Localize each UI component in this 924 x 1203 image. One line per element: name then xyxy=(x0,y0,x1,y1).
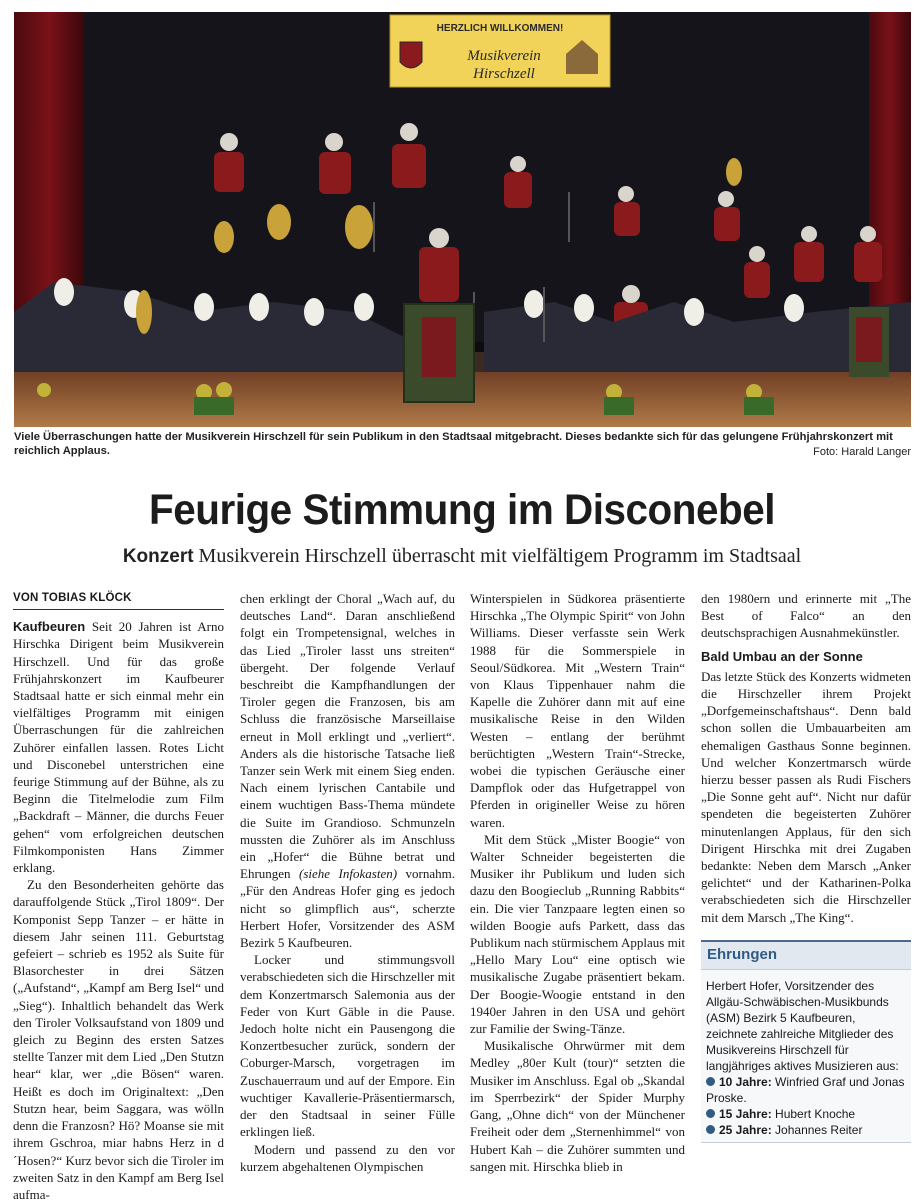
bullet-icon xyxy=(706,1109,715,1118)
dateline: Kaufbeuren xyxy=(13,619,86,635)
honor-item: 10 Jahre: Winfried Graf und Jonas Proske. xyxy=(706,1075,905,1106)
section-subhead: Bald Umbau an der Sonne xyxy=(701,648,863,664)
infobox-intro: Herbert Hofer, Vorsitzender des Allgäu-Schwäbischen-Musikbunds (ASM) Bezirk 5 Kaufbeuren, zeichnete zahlreiche Mitglieder des Musikvereins Hirschzell für langjähriges aktives Musizieren aus: xyxy=(706,979,899,1074)
banner-line3: Hirschzell xyxy=(473,66,535,82)
subline xyxy=(0,545,924,568)
concert-photo xyxy=(14,12,911,427)
infobox-reference: (siehe Infokasten) xyxy=(299,866,398,882)
byline: VON TOBIAS KLÖCK xyxy=(13,590,224,610)
paragraph: Das letzte Stück des Konzerts widmeten die Hirschzeller ihrem Projekt „Dorfgemeinschaftshaus“. Denn bald schon sollen die Umbauarbeiten am ehemaligen Gasthaus Sonne beginnen. Und welcher Konzertmarsch würde hierzu besser passen als Rudi Fischers „Die Sonne geht auf“. Nicht nur dafür spendeten die begeisterten Zuhörer minutenlangen Applaus, für den sich Dirigent Hirschka mit drei Zugaben bedankte: Neben dem Marsch „Anker gelichtet“ und der Katharinen-Polka verabschiedeten sich die Hirschzeller mit dem Marsch „The King“. xyxy=(701,668,911,925)
paragraph: Locker und stimmungsvoll verabschiedeten sich die Hirschzeller mit dem Konzertmarsch Salemonia aus der Feder von Kurt Gäble in die Pause. Jedoch holte nicht ein Pausengong die Konzertbesucher zurück, sondern der Coburger-Marsch, vorgetragen im Zuschauerraum und auf der Empore. Ein wuchtiger Kavallerie-Präsentiermarsch, der den Stadtsaal in seiner Fülle erklingen ließ. xyxy=(240,952,455,1140)
column-3 xyxy=(470,590,685,1175)
banner-line2: Musikverein xyxy=(467,48,541,64)
paragraph: Mit dem Stück „Mister Boogie“ von Walter Schneider begeisterten die Musiker ihr Publikum und luden sich dazu den Boogieclub „Running Rabbits“ ein. Die vier Tanzpaare legten einen so wilden Boogie aufs Parkett, dass das Publikum nach stürmischem Applaus mit „Hello Mary Lou“ eine optisch wie musikalische Zugabe präsentiert bekam. Der Boogie-Woogie entstand in den 1940er Jahren in den USA und gehört zur Familie der Swing-Tänze. xyxy=(470,831,685,1037)
bullet-icon xyxy=(706,1077,715,1086)
crest-icon xyxy=(400,42,422,68)
column-4 xyxy=(701,590,911,1143)
subline-text: Musikverein Hirschzell überrascht mit vielfältigem Programm im Stadtsaal xyxy=(198,545,802,567)
infobox-body xyxy=(701,970,911,1143)
paragraph: chen erklingt der Choral „Wach auf, du deutsches Land“. Daran anschließend folgt ein Trompetensignal, welches in das Lied „Tiroler lasst uns streiten“ übergeht. Der folgende Verlauf beschreibt die Kampfhandlungen der Tiroler gegen die Franzosen, bis am Schluss die französische Marseillaise erneut in Moll erklingt und „verliert“. Anders als die historische Tatsache ließ Tanzer sein Werk mit einem Sieg enden. Nach einem lyrischen Cantabile und einem wuchtigen Bass-Thema mündete die Suite im Grandioso. Schmunzeln mussten die Zuhörer als im Anschluss ein „Hofer“ die Bühne betrat und Ehrungen (siehe Infokasten) vornahm. „Für den Andreas Hofer ging es jedoch nicht so glimpflich aus“, scherzte Herbert Hofer, Vorsitzender des ASM Bezirk 5 Kaufbeuren. xyxy=(240,591,455,951)
photo-caption: Viele Überraschungen hatte der Musikverein Hirschzell für sein Publikum in den Stadtsaal mitgebracht. Dieses bedankte sich für das gelungene Frühjahrskonzert mit reichlich Applaus. xyxy=(14,431,893,457)
infobox-title: Ehrungen xyxy=(701,942,911,970)
honor-item: 15 Jahre: Hubert Knoche xyxy=(706,1106,906,1122)
bullet-icon xyxy=(706,1125,715,1134)
paragraph: Kaufbeuren Seit 20 Jahren ist Arno Hirschka Dirigent beim Musikverein Hirschzell. Und für das große Frühjahrskonzert im Kaufbeurer Stadtsaal hatte er sich einmal mehr ein vielfältiges Programm mit einigen Überraschungen für die zahlreichen Zuhörer einfallen lassen. Rotes Licht und Disconebel unterstrichen eine feurige Stimmung auf der Bühne, als zu Beginn die Titelmelodie zum Film „Backdraft – Männer, die durchs Feuer gehen“ vom erfolgreichen deutschen Filmkomponisten Hans Zimmer erklang. xyxy=(13,619,224,876)
infobox-ehrungen xyxy=(701,940,911,1143)
photo-credit: Foto: Harald Langer xyxy=(813,446,911,458)
honor-item: 25 Jahre: Johannes Reiter xyxy=(706,1122,906,1138)
paragraph: Musikalische Ohrwürmer mit dem Medley „80er Kult (tour)“ setzten die Musiker im Anschluss. Egal ob „Skandal im Sperrbezirk“ der Spider Murphy Gang, „Ohne dich“ von der Münchener Freiheit oder dem „Sternenhimmel“ von Hubert Kah – die Zuhörer summten und sangen mit. Hirschka blieb in xyxy=(470,1038,685,1174)
column-1 xyxy=(13,590,224,1203)
subline-kicker: Konzert xyxy=(122,546,194,567)
paragraph: Zu den Besonderheiten gehörte das darauffolgende Stück „Tirol 1809“. Der Komponist Sepp Tanzer – er hätte in diesem Jahr seinen 111. Geburtstag gefeiert – schrieb es 1952 als Suite für Blasorchester in drei Sätzen („Aufstand“, „Kampf am Berg Isel“ und „Sieg“). Inhaltlich behandelt das Werk den Tiroler Volksaufstand von 1809 und gleich zu Beginn des ersten Satzes stellte Tanzer mit dem Lied „Den Stutzn hear“ klar, wer „die Bösen“ waren. Heißt es doch im Originaltext: „Den Stutzn hear, beim Saggara, was wölln denn die Franzosn? Hö? Moanse sie mit ihrem Gschroa, miar habns Herz in d´Hosen?“ Kurz bevor sich die Tiroler im zweiten Satz in den Kampf am Berg Isel aufma- xyxy=(13,877,224,1202)
column-2 xyxy=(240,590,455,1175)
paragraph: den 1980ern und erinnerte mit „The Best of Falco“ an den deutschsprachigen Ausnahmekünstler. xyxy=(701,591,911,641)
paragraph: Modern und passend zu den vor kurzem abgehaltenen Olympischen xyxy=(240,1141,455,1174)
paragraph: Winterspielen in Südkorea präsentierte Hirschka „The Olympic Spirit“ von John Williams. Dieser verfasste sein Werk 1988 für die Sommerspiele in Seoul/Südkorea. Mit „Western Train“ von Klaus Tippenhauer nahm die Kapelle die Zuhörer dann mit auf eine musikalische Reise in den Wilden Westen – entlang der berühmt berüchtigten „Western Train“-Strecke, wobei die typischen Geräusche einer Dampflok oder das Hufgetrappel von Pferden in origineller Weise zu hören waren. xyxy=(470,591,685,830)
headline: Feurige Stimmung im Disconebel xyxy=(148,486,775,534)
banner-welcome: HERZLICH WILLKOMMEN! xyxy=(436,23,564,34)
